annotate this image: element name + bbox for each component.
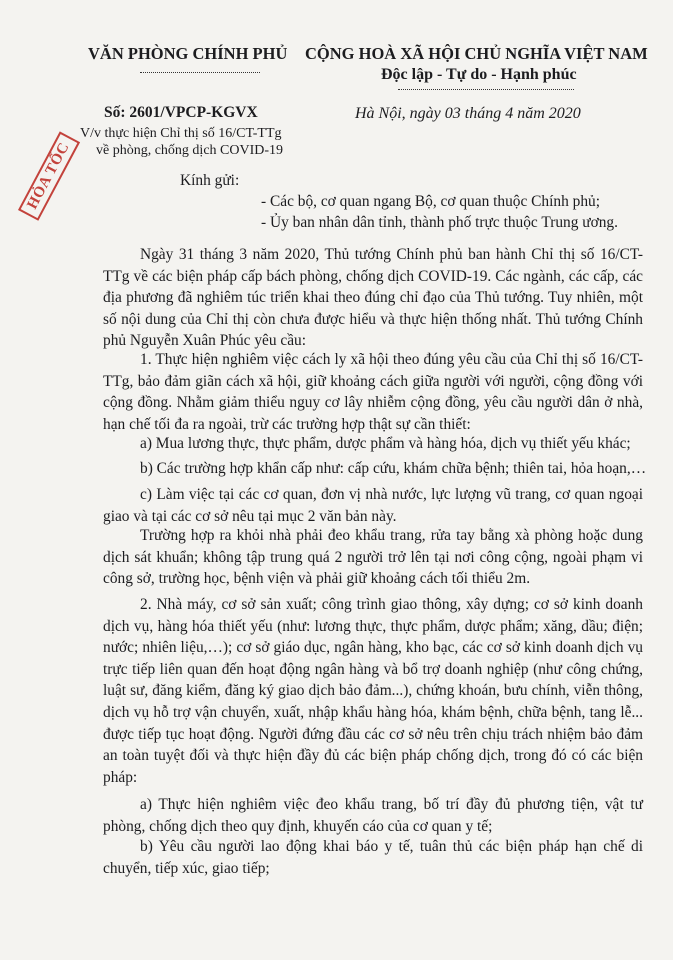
greeting: Kính gửi: — [180, 172, 240, 189]
place-date: Hà Nội, ngày 03 tháng 4 năm 2020 — [355, 105, 581, 122]
motto-underline — [398, 89, 574, 90]
urgent-stamp: HỎA TỐC — [18, 132, 80, 221]
item-1c: c) Làm việc tại các cơ quan, đơn vị nhà nước, lực lượng vũ trang, cơ quan ngoại giao và tại các cơ sở nêu tại mục 2 văn bản này. — [103, 486, 643, 525]
national-title: CỘNG HOÀ XÃ HỘI CHỦ NGHĨA VIỆT NAM — [305, 44, 648, 63]
item-1a: a) Mua lương thực, thực phẩm, dược phẩm và hàng hóa, dịch vụ thiết yếu khác; — [140, 435, 631, 452]
subject-line-1: V/v thực hiện Chỉ thị số 16/CT-TTg — [80, 126, 282, 141]
item-1-paragraph: 1. Thực hiện nghiêm việc cách ly xã hội theo đúng yêu cầu của Chỉ thị số 16/CT-TTg, bảo đảm giãn cách xã hội, giữ khoảng cách giữa người với người, cộng đồng với cộng đồng. Nhằm giảm thiểu nguy cơ lây nhiễm cộng đồng, yêu cầu người dân ở nhà, hạn chế tối đa ra ngoài, trừ các trường hợp thật sự cần thiết: — [103, 351, 643, 433]
subject-line-2: về phòng, chống dịch COVID-19 — [96, 143, 284, 158]
agency-underline — [140, 72, 260, 73]
item-2a: a) Thực hiện nghiêm việc đeo khẩu trang, bố trí đầy đủ phương tiện, vật tư phòng, chống dịch theo quy định, khuyến cáo của cơ quan y tế; — [103, 796, 643, 835]
item-1b: b) Các trường hợp khẩn cấp như: cấp cứu, khám chữa bệnh; thiên tai, hỏa hoạn,… — [140, 460, 647, 477]
recipient-item: - Ủy ban nhân dân tỉnh, thành phố trực thuộc Trung ương. — [261, 214, 618, 231]
issuing-agency: VĂN PHÒNG CHÍNH PHỦ — [88, 44, 288, 63]
document-number: Số: 2601/VPCP-KGVX — [104, 104, 258, 121]
recipient-item: - Các bộ, cơ quan ngang Bộ, cơ quan thuộc Chính phủ; — [261, 193, 600, 210]
item-2-paragraph: 2. Nhà máy, cơ sở sản xuất; công trình giao thông, xây dựng; cơ sở kinh doanh dịch vụ, hàng hóa thiết yếu (như: lương thực, thực phẩm, dược phẩm; xăng, dầu; điện; nước; nhiên liệu,…); cơ sở giáo dục, ngân hàng, kho bạc, các cơ sở kinh doanh dịch vụ trực tiếp liên quan đến hoạt động ngân hàng và bổ trợ doanh nghiệp (như công chứng, luật sư, đăng kiểm, đăng ký giao dịch bảo đảm...), chứng khoán, bưu chính, viễn thông, dịch vụ hỗ trợ vận chuyển, xuất, nhập khẩu hàng hóa, khám bệnh, chữa bệnh, tang lễ... được tiếp tục hoạt động. Người đứng đầu các cơ sở nêu trên chịu trách nhiệm bảo đảm an toàn tuyệt đối và thực hiện đầy đủ các biện pháp chống dịch, trong đó có các biện pháp: — [103, 596, 643, 786]
intro-paragraph: Ngày 31 tháng 3 năm 2020, Thủ tướng Chính phủ ban hành Chỉ thị số 16/CT-TTg về các biện pháp cấp bách phòng, chống dịch COVID-19. Các ngành, các cấp, các địa phương đã nghiêm túc triển khai theo đúng chỉ đạo của Thủ tướng. Tuy nhiên, một số nội dung của Chỉ thị còn chưa được hiểu và thực hiện thống nhất. Thủ tướng Chính phủ Nguyễn Xuân Phúc yêu cầu: — [103, 246, 643, 350]
mask-rule-paragraph: Trường hợp ra khỏi nhà phải đeo khẩu trang, rửa tay bằng xà phòng hoặc dung dịch sát khuẩn; không tập trung quá 2 người trở lên tại nơi công cộng, ngoài phạm vi công sở, trường học, bệnh viện và phải giữ khoảng cách tối thiểu 2m. — [103, 527, 643, 588]
national-motto: Độc lập - Tự do - Hạnh phúc — [381, 66, 577, 83]
item-2b: b) Yêu cầu người lao động khai báo y tế, tuân thủ các biện pháp hạn chế di chuyển, tiếp xúc, giao tiếp; — [103, 838, 643, 877]
